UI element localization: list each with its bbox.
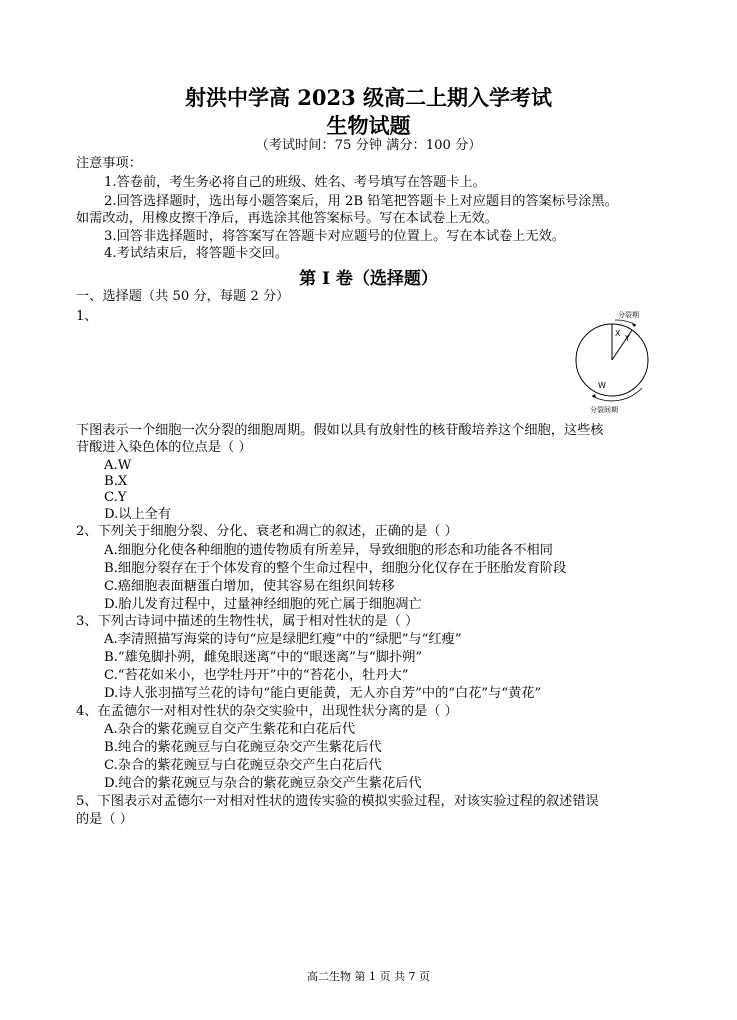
q4-option-a: A.杂合的紫花豌豆自交产生紫花和白花后代: [104, 722, 356, 737]
page-footer: 高二生物 第 1 页 共 7 页: [307, 970, 430, 983]
q5-stem-line2: 的是（ ）: [76, 812, 133, 827]
subject-title: 生物试题: [326, 113, 411, 138]
q4-option-b: B.纯合的紫花豌豆与白花豌豆杂交产生紫花后代: [104, 740, 382, 755]
label-y: Y: [625, 334, 630, 343]
notes-heading: 注意事项：: [76, 156, 142, 171]
q5-stem-line1: 5、下图表示对孟德尔一对相对性状的遗传实验的模拟实验过程，对该实验过程的叙述错误: [76, 794, 599, 809]
part-heading: 一、选择题（共 50 分，每题 2 分）: [76, 289, 290, 304]
q4-option-d: D.纯合的紫花豌豆与杂合的紫花豌豆杂交产生紫花后代: [104, 776, 422, 791]
q2-option-a: A.细胞分化使各种细胞的遗传物质有所差异，导致细胞的形态和功能各不相同: [104, 543, 553, 558]
q1-option-a: A.W: [104, 458, 132, 473]
note-item-3: 3.回答非选择题时，将答案写在答题卡对应题号的位置上。写在本试卷上无效。: [104, 229, 565, 244]
note-item-1: 1.答卷前，考生务必将自己的班级、姓名、考号填写在答题卡上。: [104, 175, 486, 190]
section-title: 第 I 卷（选择题）: [299, 269, 438, 289]
label-mitosis: 分裂期: [618, 311, 639, 319]
exam-info: （考试时间：75 分钟 满分：100 分）: [255, 138, 482, 153]
q3-stem: 3、下列古诗词中描述的生物性状，属于相对性状的是（ ）: [76, 614, 419, 629]
note-item-4: 4.考试结束后，将答题卡交回。: [104, 246, 289, 261]
label-w: W: [598, 381, 606, 390]
note-item-2-cont: 如需改动，用橡皮擦干净后，再选涂其他答案标号。写在本试卷上无效。: [76, 211, 498, 226]
q2-stem: 2、下列关于细胞分裂、分化、衰老和凋亡的叙述，正确的是（ ）: [76, 524, 458, 539]
q1-option-d: D.以上全有: [104, 507, 172, 522]
q1-number: 1、: [76, 309, 98, 324]
q1-stem-line2: 苷酸进入染色体的位点是（ ）: [76, 440, 252, 455]
note-item-2: 2.回答选择题时，选出每小题答案后，用 2B 铅笔把答题卡上对应题目的答案标号涂黑。: [104, 194, 618, 209]
q3-option-a: A.李清照描写海棠的诗句“应是绿肥红瘦”中的“绿肥”与“红瘦”: [104, 632, 462, 647]
q3-option-d: D.诗人张羽描写兰花的诗句“能白更能黄，无人亦自芳”中的“白花”与“黄花”: [104, 686, 542, 701]
q2-option-c: C.癌细胞表面糖蛋白增加，使其容易在组织间转移: [104, 579, 395, 594]
q1-option-b: B.X: [104, 474, 128, 489]
label-interphase: 分裂间期: [590, 406, 618, 414]
q3-option-c: C.“苔花如米小，也学牡丹开”中的“苔花小，牡丹大”: [104, 668, 409, 683]
q1-option-c: C.Y: [104, 490, 127, 505]
label-x: X: [615, 329, 621, 338]
q2-option-b: B.细胞分裂存在于个体发育的整个生命过程中，细胞分化仅存在于胚胎发育阶段: [104, 561, 567, 576]
q4-option-c: C.杂合的紫花豌豆与白花豌豆杂交产生白花后代: [104, 758, 382, 773]
q4-stem: 4、在孟德尔一对相对性状的杂交实验中，出现性状分离的是（ ）: [76, 704, 458, 719]
q3-option-b: B.“雄兔脚扑朔，雌兔眼迷离”中的“眼迷离”与“脚扑朔”: [104, 650, 423, 665]
cell-cycle-diagram: [570, 308, 660, 416]
exam-title: 射洪中学高 2023 级高二上期入学考试: [184, 85, 553, 110]
q2-option-d: D.胎儿发育过程中，过量神经细胞的死亡属于细胞凋亡: [104, 597, 422, 612]
q1-stem-line1: 下图表示一个细胞一次分裂的细胞周期。假如以具有放射性的核苷酸培养这个细胞，这些核: [76, 423, 604, 438]
